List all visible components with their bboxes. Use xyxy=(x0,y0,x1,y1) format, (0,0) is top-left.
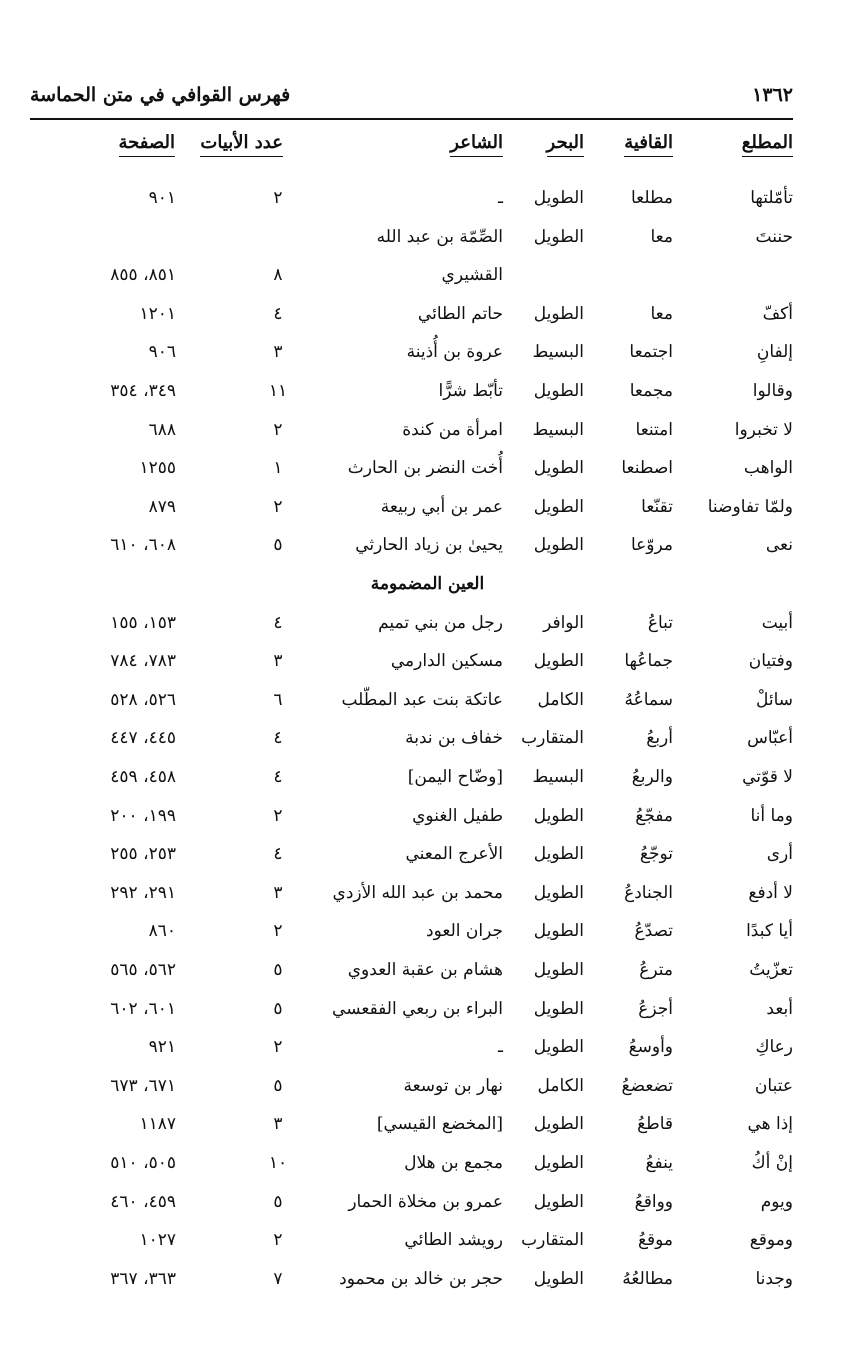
meter-cell: البسيط xyxy=(532,767,584,787)
opening-word-cell: عتبان xyxy=(754,1075,793,1096)
poet-cell: تأبّط شرًّا xyxy=(438,381,503,401)
column-header-abyat: عدد الأبيات xyxy=(200,132,283,157)
poet-cell: طفيل الغنوي xyxy=(412,805,503,826)
meter-cell: الطويل xyxy=(533,381,584,401)
page-refs-cell: ٢٥٣، ٢٥٥ xyxy=(110,844,176,865)
poet-cell: نهار بن توسعة xyxy=(403,1075,503,1096)
page-refs-cell: ٦٨٨ xyxy=(148,419,176,440)
opening-word-cell: لا أدفع xyxy=(748,882,793,903)
running-head xyxy=(30,82,793,116)
meter-cell: الطويل xyxy=(533,1037,584,1058)
rhyme-cell: جماعُها xyxy=(624,651,673,672)
meter-cell: المتقارب xyxy=(521,728,584,749)
table-row xyxy=(0,875,855,911)
table-row xyxy=(0,373,855,409)
poet-cell: الصِّمّة بن عبد الله xyxy=(376,226,503,247)
page-refs-cell: ٦٠١، ٦٠٢ xyxy=(110,998,176,1019)
opening-word-cell: تعزّيتُ xyxy=(749,960,793,980)
rhyme-cell: مروّعا xyxy=(630,535,673,556)
table-row xyxy=(0,991,855,1027)
rhyme-cell: مجمعا xyxy=(629,381,673,401)
rhyme-cell: مفجّعُ xyxy=(635,805,673,826)
table-row xyxy=(0,1222,855,1258)
meter-cell: الطويل xyxy=(533,651,584,672)
opening-word-cell: أيا كبدًا xyxy=(746,921,793,942)
opening-word-cell: وفتيان xyxy=(748,651,793,672)
rhyme-cell: وواقعُ xyxy=(634,1191,673,1212)
meter-cell: الطويل xyxy=(533,226,584,247)
meter-cell: الكامل xyxy=(537,1075,584,1096)
poet-cell: عاتكة بنت عبد المطّلب xyxy=(341,689,503,710)
rhyme-cell: تقنّعا xyxy=(641,496,673,517)
rhyme-cell: مطالعُهُ xyxy=(622,1268,673,1289)
opening-word-cell: الواهب xyxy=(743,458,793,479)
poet-cell: عروة بن أُذينة xyxy=(406,342,503,363)
rhyme-cell: امتنعا xyxy=(635,419,673,440)
opening-word-cell: أكفّ xyxy=(762,303,793,324)
page-refs-cell: ٨٦٠ xyxy=(148,921,176,942)
table-row xyxy=(0,1261,855,1297)
verse-count-cell: ٤ xyxy=(273,303,283,324)
table-row xyxy=(0,1145,855,1181)
page-refs-cell: ٤٥٨، ٤٥٩ xyxy=(110,767,176,787)
meter-cell: الطويل xyxy=(533,960,584,980)
meter-cell: البسيط xyxy=(532,419,584,440)
verse-count-cell: ٣ xyxy=(273,342,283,363)
meter-cell: البسيط xyxy=(532,342,584,363)
column-header-safha: الصفحة xyxy=(119,132,175,157)
meter-cell: الطويل xyxy=(533,1114,584,1135)
verse-count-cell: ٥ xyxy=(273,960,283,980)
opening-word-cell: وموقع xyxy=(749,1230,793,1251)
verse-count-cell: ٢ xyxy=(273,805,283,826)
table-row xyxy=(0,334,855,370)
meter-cell: المتقارب xyxy=(521,1230,584,1251)
meter-cell: الطويل xyxy=(533,998,584,1019)
table-row xyxy=(0,1184,855,1220)
column-headers xyxy=(0,128,855,162)
verse-count-cell: ١٠ xyxy=(268,1153,288,1173)
page-refs-cell: ١٥٣، ١٥٥ xyxy=(110,612,176,633)
table-row xyxy=(0,1068,855,1104)
running-title: فهرس القوافي في متن الحماسة xyxy=(30,84,291,106)
opening-word-cell: أرى xyxy=(766,844,793,865)
table-row xyxy=(0,1106,855,1142)
table-row xyxy=(0,682,855,718)
meter-cell: الطويل xyxy=(533,844,584,865)
poet-cell: رويشد الطائي xyxy=(404,1230,503,1251)
verse-count-cell: ٥ xyxy=(273,1191,283,1212)
verse-count-cell: ٤ xyxy=(273,612,283,633)
verse-count-cell: ٢ xyxy=(273,1037,283,1058)
table-row xyxy=(0,913,855,949)
page-refs-cell: ٥٢٦، ٥٢٨ xyxy=(110,689,176,710)
verse-count-cell: ١ xyxy=(273,458,283,479)
column-header-shaer: الشاعر xyxy=(450,132,503,157)
meter-cell: الطويل xyxy=(533,882,584,903)
opening-word-cell: إذا هي xyxy=(747,1114,793,1135)
verse-count-cell: ٣ xyxy=(273,651,283,672)
rhyme-cell: مترعُ xyxy=(639,960,673,980)
page-refs-cell: ٧٨٣، ٧٨٤ xyxy=(110,651,176,672)
table-row-continuation xyxy=(0,257,855,293)
rhyme-cell: أربعُ xyxy=(646,728,673,749)
page-refs-cell: ٩٢١ xyxy=(148,1037,176,1058)
verse-count-cell: ٧ xyxy=(273,1268,283,1289)
opening-word-cell: تأمّلتها xyxy=(750,188,793,208)
poet-cell: عمر بن أبي ربيعة xyxy=(380,496,503,517)
meter-cell: الكامل xyxy=(537,689,584,710)
verse-count-cell: ٢ xyxy=(273,921,283,942)
poet-cell: خفاف بن ندبة xyxy=(405,728,503,749)
opening-word-cell: وجدنا xyxy=(755,1268,793,1289)
page-refs-cell: ٤٥٩، ٤٦٠ xyxy=(110,1191,176,1212)
verse-count-cell: ٦ xyxy=(273,689,283,710)
poet-cell: عمرو بن مخلاة الحمار xyxy=(348,1191,503,1212)
verse-count-cell: ٣ xyxy=(273,882,283,903)
rhyme-cell: معا xyxy=(650,226,673,247)
verse-count-cell: ٥ xyxy=(273,535,283,556)
opening-word-cell: أبعد xyxy=(766,998,793,1019)
verse-count-cell: ٢ xyxy=(273,1230,283,1251)
page-refs-cell: ٤٤٥، ٤٤٧ xyxy=(110,728,176,749)
table-row xyxy=(0,759,855,795)
opening-word-cell: إلفانِ xyxy=(756,342,793,363)
column-header-qafiya: القافية xyxy=(624,132,673,157)
table-row xyxy=(0,836,855,872)
meter-cell: الطويل xyxy=(533,1268,584,1289)
poet-cell: [وضّاح اليمن] xyxy=(407,767,503,787)
rhyme-cell: اصطنعا xyxy=(621,458,673,479)
verse-count-cell: ٨ xyxy=(273,265,283,286)
page-refs-cell: ٨٥١، ٨٥٥ xyxy=(110,265,176,286)
rhyme-cell: موقعُ xyxy=(637,1230,673,1251)
table-row xyxy=(0,643,855,679)
page-refs-cell: ٩٠١ xyxy=(148,188,176,208)
table-row xyxy=(0,1029,855,1065)
section-heading-row xyxy=(0,566,855,602)
meter-cell: الطويل xyxy=(533,1153,584,1173)
poet-cell: القشيري xyxy=(441,265,503,286)
verse-count-cell: ٥ xyxy=(273,1075,283,1096)
verse-count-cell: ٤ xyxy=(273,767,283,787)
page-refs-cell: ٩٠٦ xyxy=(148,342,176,363)
opening-word-cell: وقالوا xyxy=(752,381,793,401)
rhyme-cell: قاطعُ xyxy=(637,1114,673,1135)
page-refs-cell: ٨٧٩ xyxy=(148,496,176,517)
table-row xyxy=(0,296,855,332)
page-refs-cell: ١٢٠١ xyxy=(139,303,176,324)
page-refs-cell: ٦٠٨، ٦١٠ xyxy=(110,535,176,556)
verse-count-cell: ٢ xyxy=(273,188,283,208)
verse-count-cell: ٣ xyxy=(273,1114,283,1135)
meter-cell: الطويل xyxy=(533,805,584,826)
opening-word-cell: أعبّاس xyxy=(747,728,793,749)
rhyme-cell: الجنادعُ xyxy=(624,882,673,903)
opening-word-cell: ويوم xyxy=(760,1191,793,1212)
rhyme-cell: أجزعُ xyxy=(638,998,673,1019)
rhyme-cell: تباعُ xyxy=(647,612,673,633)
verse-count-cell: ٢ xyxy=(273,496,283,517)
page-refs-cell: ٣٤٩، ٣٥٤ xyxy=(110,381,176,401)
rhyme-cell: سماعُهُ xyxy=(624,689,673,710)
opening-word-cell: حننتَ xyxy=(755,226,793,247)
table-row xyxy=(0,450,855,486)
page-refs-cell: ١٠٢٧ xyxy=(139,1230,176,1251)
table-row xyxy=(0,412,855,448)
table-row xyxy=(0,798,855,834)
rhyme-cell: معا xyxy=(650,303,673,324)
rhyme-cell: توجّعُ xyxy=(639,844,673,865)
meter-cell: الوافر xyxy=(543,612,584,633)
rhyme-cell: تصدّعُ xyxy=(634,921,673,942)
opening-word-cell: سائلْ xyxy=(755,689,793,710)
poet-cell: [المخضع القيسي] xyxy=(376,1114,503,1135)
column-header-bahr: البحر xyxy=(547,132,584,157)
rhyme-cell: اجتمعا xyxy=(629,342,673,363)
verse-count-cell: ٢ xyxy=(273,419,283,440)
poet-cell: هشام بن عقبة العدوي xyxy=(347,960,503,980)
rhyme-cell: وأوسعُ xyxy=(628,1037,673,1058)
poet-cell: يحيىٰ بن زياد الحارثي xyxy=(355,535,503,556)
verse-count-cell: ٤ xyxy=(273,844,283,865)
page-refs-cell: ١٩٩، ٢٠٠ xyxy=(110,805,176,826)
meter-cell: الطويل xyxy=(533,458,584,479)
page-number: ١٣٦٢ xyxy=(752,84,793,106)
meter-cell: الطويل xyxy=(533,496,584,517)
header-rule xyxy=(30,118,793,120)
opening-word-cell: ولمّا تفاوضنا xyxy=(707,496,793,517)
opening-word-cell: لا تخبروا xyxy=(734,419,793,440)
column-header-matla: المطلع xyxy=(742,132,793,157)
rhyme-cell: مطلعا xyxy=(630,188,673,208)
page-refs-cell: ٦٧١، ٦٧٣ xyxy=(110,1075,176,1096)
opening-word-cell: لا قوّتي xyxy=(742,767,793,787)
poet-cell: حاتم الطائي xyxy=(417,303,503,324)
page-refs-cell: ١٢٥٥ xyxy=(139,458,176,479)
verse-count-cell: ٤ xyxy=(273,728,283,749)
rhyme-cell: تضعضعُ xyxy=(621,1075,673,1096)
table-row xyxy=(0,952,855,988)
opening-word-cell: إنْ أكُ xyxy=(751,1153,793,1173)
table-row xyxy=(0,180,855,216)
opening-word-cell: نعى xyxy=(765,535,793,556)
poet-cell: ـ xyxy=(498,1037,503,1058)
meter-cell: الطويل xyxy=(533,303,584,324)
verse-count-cell: ١١ xyxy=(268,381,288,401)
meter-cell: الطويل xyxy=(533,1191,584,1212)
table-row xyxy=(0,219,855,255)
table-row xyxy=(0,489,855,525)
opening-word-cell: رعاكِ xyxy=(755,1037,793,1058)
poet-cell: امرأة من كندة xyxy=(402,419,503,440)
verse-count-cell: ٥ xyxy=(273,998,283,1019)
table-row xyxy=(0,527,855,563)
rhyme-cell: ينفعُ xyxy=(645,1153,673,1173)
poet-cell: ـ xyxy=(498,188,503,208)
page-refs-cell: ٥٠٥، ٥١٠ xyxy=(110,1153,176,1173)
poet-cell: أُخت النضر بن الحارث xyxy=(347,458,503,479)
poet-cell: الأعرج المعني xyxy=(405,844,503,865)
section-heading: العين المضمومة xyxy=(370,574,485,594)
meter-cell: الطويل xyxy=(533,535,584,556)
poet-cell: حجر بن خالد بن محمود xyxy=(339,1268,503,1289)
poet-cell: مسكين الدارمي xyxy=(390,651,503,672)
poet-cell: رجل من بني تميم xyxy=(378,612,503,633)
page-refs-cell: ٣٦٣، ٣٦٧ xyxy=(110,1268,176,1289)
meter-cell: الطويل xyxy=(533,188,584,208)
page-refs-cell: ٢٩١، ٢٩٢ xyxy=(110,882,176,903)
opening-word-cell: أبيت xyxy=(761,612,793,633)
table-row xyxy=(0,605,855,641)
meter-cell: الطويل xyxy=(533,921,584,942)
page-refs-cell: ١١٨٧ xyxy=(139,1114,176,1135)
opening-word-cell: وما أنا xyxy=(750,805,793,826)
poet-cell: محمد بن عبد الله الأزدي xyxy=(332,882,503,903)
table-row xyxy=(0,720,855,756)
page-refs-cell: ٥٦٢، ٥٦٥ xyxy=(110,960,176,980)
rhyme-cell: والربعُ xyxy=(631,767,673,787)
poet-cell: مجمع بن هلال xyxy=(404,1153,503,1173)
poet-cell: البراء بن ربعي الفقعسي xyxy=(332,998,503,1019)
poet-cell: جران العود xyxy=(426,921,503,942)
